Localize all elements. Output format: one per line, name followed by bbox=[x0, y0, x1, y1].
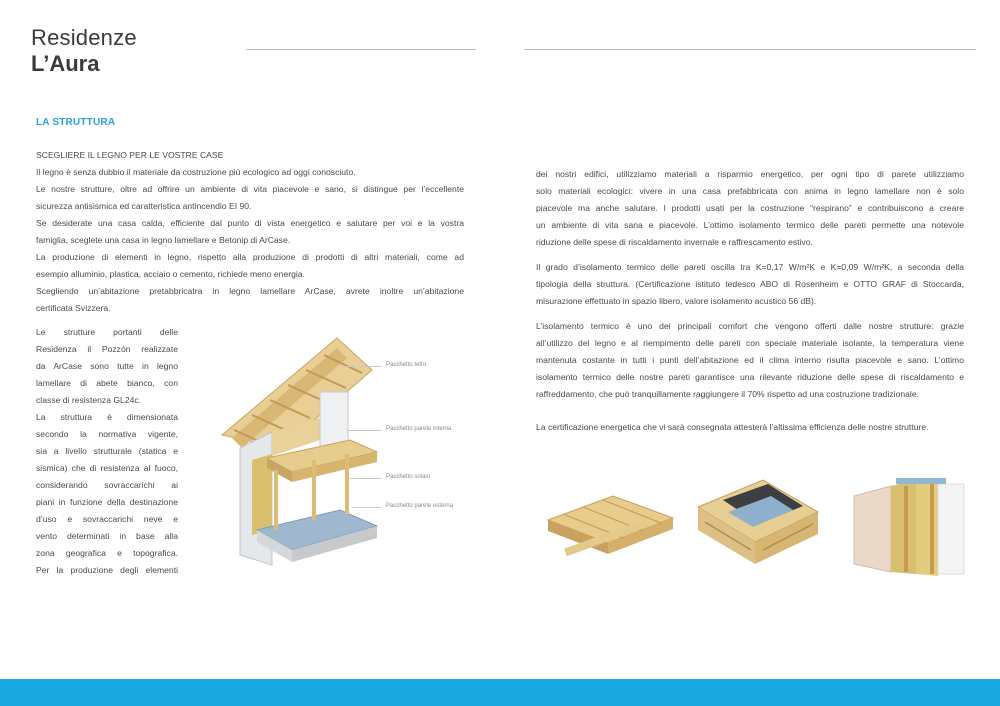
left-line-8: Scegliendo un’abitazione pretabbricatra in legno lamellare ArCase, avrete inoltre un’abitazione bbox=[36, 286, 464, 296]
right-line: riduzione delle spese di riscaldamento invernale e raffrescamento estivo. bbox=[536, 237, 813, 247]
narrow-line: piani in funzione della destinazione bbox=[36, 497, 178, 507]
left-line-6: La produzione di elementi in legno, rispetto alla produzione di prodotti di altri materiali, come ad bbox=[36, 252, 464, 262]
floor-package-image bbox=[543, 488, 678, 563]
left-line-2: Le nostre strutture, oltre ad offrire un ambiente di vita piacevole e sano, si distingue per l’eccellente bbox=[36, 184, 464, 194]
roof-package-image bbox=[693, 472, 823, 572]
narrow-line: d’uso e sovraccarichi neve e bbox=[36, 514, 178, 524]
left-line-5: famiglia, sceglete una casa in legno lamellare e Betonip di ArCase. bbox=[36, 235, 291, 245]
leader-line-parete-interna bbox=[348, 430, 382, 431]
narrow-line: sismica) che di resistenza al fuoco, bbox=[36, 463, 178, 473]
header-rule-right bbox=[524, 49, 976, 50]
narrow-line: lamellare di abete bianco, con bbox=[36, 378, 178, 388]
narrow-line: considerando sovraccarichi ai bbox=[36, 480, 178, 490]
right-line: piacevole ma anche salutare. I prodotti usati per la costruzione “respirano” e contribuiscono a creare bbox=[536, 203, 964, 213]
right-line: all’utilizzo del legno e al riempimento delle pareti con speciale materiale isolante, la temperatura viene bbox=[536, 338, 964, 348]
left-narrow-text bbox=[36, 324, 178, 579]
title-laura: L’Aura bbox=[31, 51, 100, 76]
header-rule-left bbox=[246, 49, 476, 50]
right-line: tipologia della struttura. (Certificazione istituto tedesco ABO di Rosenheim e OTTO GRAF di Stoccarda, bbox=[536, 279, 964, 289]
right-line: L’isolamento termico è uno dei principali comfort che vengono offerti dalle nostre strutture: grazie bbox=[536, 321, 964, 331]
leader-line-tetto bbox=[342, 366, 382, 367]
leader-line-parete-esterna bbox=[352, 507, 382, 508]
narrow-line: secondo la normativa vigente, bbox=[36, 429, 178, 439]
label-pacchetto-parete-esterna: Pacchetto parete esterna bbox=[386, 503, 454, 509]
left-intro bbox=[36, 147, 464, 317]
label-pacchetto-solaio: Pacchetto solaio bbox=[386, 474, 431, 480]
narrow-line: vento determinati in base alla bbox=[36, 531, 178, 541]
section-title: LA STRUTTURA bbox=[36, 117, 116, 128]
left-line-3: sicurezza antisismica ed caratteristica antincendio EI 90. bbox=[36, 201, 252, 211]
wall-package-image bbox=[846, 476, 976, 581]
right-line: misurazione effettuato in spazio libero, valore isolamento acustico 56 dB). bbox=[536, 296, 817, 306]
title-residenze: Residenze bbox=[31, 25, 137, 50]
narrow-line: La struttura è dimensionata bbox=[36, 412, 178, 422]
right-para-2 bbox=[536, 259, 964, 310]
right-para-4 bbox=[536, 419, 976, 436]
left-heading: SCEGLIERE IL LEGNO PER LE VOSTRE CASE bbox=[36, 150, 224, 160]
right-line: dei nostri edifici, utilizziamo materiali a risparmio energetico, per ogni tipo di parete utilizziamo bbox=[536, 169, 964, 179]
narrow-line: da ArCase sono tutte in legno bbox=[36, 361, 178, 371]
narrow-line: Residenza il Pozzòn realizzate bbox=[36, 344, 178, 354]
left-line-9: certificata Svizzera. bbox=[36, 303, 111, 313]
right-line: mantenuta costante in tutti i punti dell’abitazione ed il clima interno risulta piacevole e sano. L’ottimo bbox=[536, 355, 964, 365]
right-line: Il grado d’isolamento termico delle pareti oscilla tra K=0,17 W/m²K e K=0,09 W/m²K, a seconda della bbox=[536, 262, 964, 272]
label-pacchetto-tetto: Pacchetto tetto bbox=[386, 362, 427, 368]
narrow-line: Per la produzione degli elementi bbox=[36, 565, 178, 575]
footer-accent-bar bbox=[0, 679, 1000, 706]
narrow-line: Le strutture portanti delle bbox=[36, 327, 178, 337]
label-pacchetto-parete-interna: Pacchetto parete interna bbox=[386, 426, 452, 432]
left-line-7: esempio alluminio, plastica, acciaio o cemento, richiede meno energia. bbox=[36, 269, 305, 279]
right-line: raffreddamento, che può tranquillamente raggiungere il 70% rispetto ad una costruzione tradizionale. bbox=[536, 389, 919, 399]
left-line-4: Se desiderate una casa calda, efficiente dal punto di vista energetico e salutare per voi e la vostra bbox=[36, 218, 464, 228]
right-line: La certificazione energetica che vi sarà consegnata attesterà l’altissima efficienza delle nostre strutture. bbox=[536, 422, 929, 432]
narrow-line: sia a livello strutturale (statica e bbox=[36, 446, 178, 456]
right-para-3 bbox=[536, 318, 964, 403]
left-line-1: Il legno è senza dubbio il materiale da costruzione più ecologico ad oggi conosciuto. bbox=[36, 167, 356, 177]
right-line: un ambiente di vita sana e piacevole. L’ottimo isolamento termico delle pareti permette una notevole bbox=[536, 220, 964, 230]
right-line: isolamento termico delle nostre pareti garantisce una rilevante riduzione delle spese di riscaldamento e bbox=[536, 372, 964, 382]
right-line: solo materiali ecologici: vivere in una casa prefabbricata con anima in legno lamellare non è solo bbox=[536, 186, 964, 196]
narrow-line: classe di resistenza GL24c. bbox=[36, 395, 142, 405]
leader-line-solaio bbox=[350, 478, 382, 479]
narrow-line: zona geografica e topografica. bbox=[36, 548, 178, 558]
right-para-1 bbox=[536, 166, 964, 251]
